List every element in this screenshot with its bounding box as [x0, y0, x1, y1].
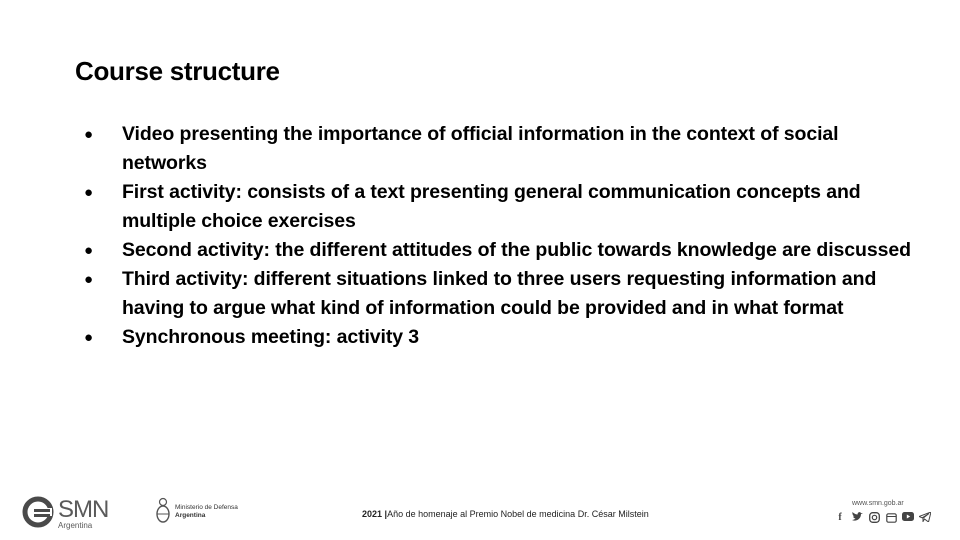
homage-line: [362, 509, 649, 519]
bullet-text: First activity: consists of a text presenting general communication concepts and multiple choice exercises: [122, 181, 861, 232]
instagram-icon[interactable]: [868, 512, 880, 524]
footer: [0, 480, 960, 540]
facebook-icon[interactable]: f: [838, 512, 842, 523]
homage-text: Año de homenaje al Premio Nobel de medicina Dr. César Milstein: [387, 509, 649, 519]
bullet-dot-icon: ●: [84, 126, 93, 143]
bullet-item: [80, 120, 920, 178]
coat-of-arms-icon: [155, 497, 171, 525]
bullet-item: [80, 265, 920, 323]
bullet-text: Video presenting the importance of official information in the context of social networks: [122, 123, 839, 174]
social-icons: [834, 512, 931, 524]
telegram-icon[interactable]: [919, 512, 931, 524]
year-text: 2021: [362, 509, 383, 519]
smn-logo: [22, 494, 122, 534]
bullet-text: Second activity: the different attitudes of the public towards knowledge are discussed: [122, 239, 911, 261]
ministry-text: [175, 504, 238, 520]
bullet-item: [80, 236, 920, 265]
calendar-icon[interactable]: [885, 512, 897, 524]
ministry-line1: Ministerio de Defensa: [175, 504, 238, 511]
ministry-line2: Argentina: [175, 512, 206, 519]
smn-swirl-icon: [22, 496, 54, 528]
bullet-item: [80, 178, 920, 236]
slide-title: Course structure: [75, 56, 280, 86]
website-link[interactable]: www.smn.gob.ar: [852, 500, 904, 507]
youtube-icon[interactable]: [902, 512, 914, 524]
bullet-item: [80, 323, 920, 352]
bullet-text: Synchronous meeting: activity 3: [122, 326, 420, 348]
bullet-list: [80, 120, 920, 352]
separator-text: |: [384, 509, 388, 519]
smn-logo-sub: Argentina: [58, 521, 93, 530]
bullet-text: Third activity: different situations linked to three users requesting information and having to argue what kind of information could be provided and in what format: [122, 268, 877, 319]
twitter-icon[interactable]: [851, 512, 863, 524]
smn-logo-text: SMN: [58, 496, 109, 523]
bullet-dot-icon: ●: [84, 242, 93, 259]
bullet-dot-icon: ●: [84, 271, 93, 288]
bullet-dot-icon: ●: [84, 329, 93, 346]
ministry-logo: [155, 497, 265, 527]
bullet-dot-icon: ●: [84, 184, 93, 201]
